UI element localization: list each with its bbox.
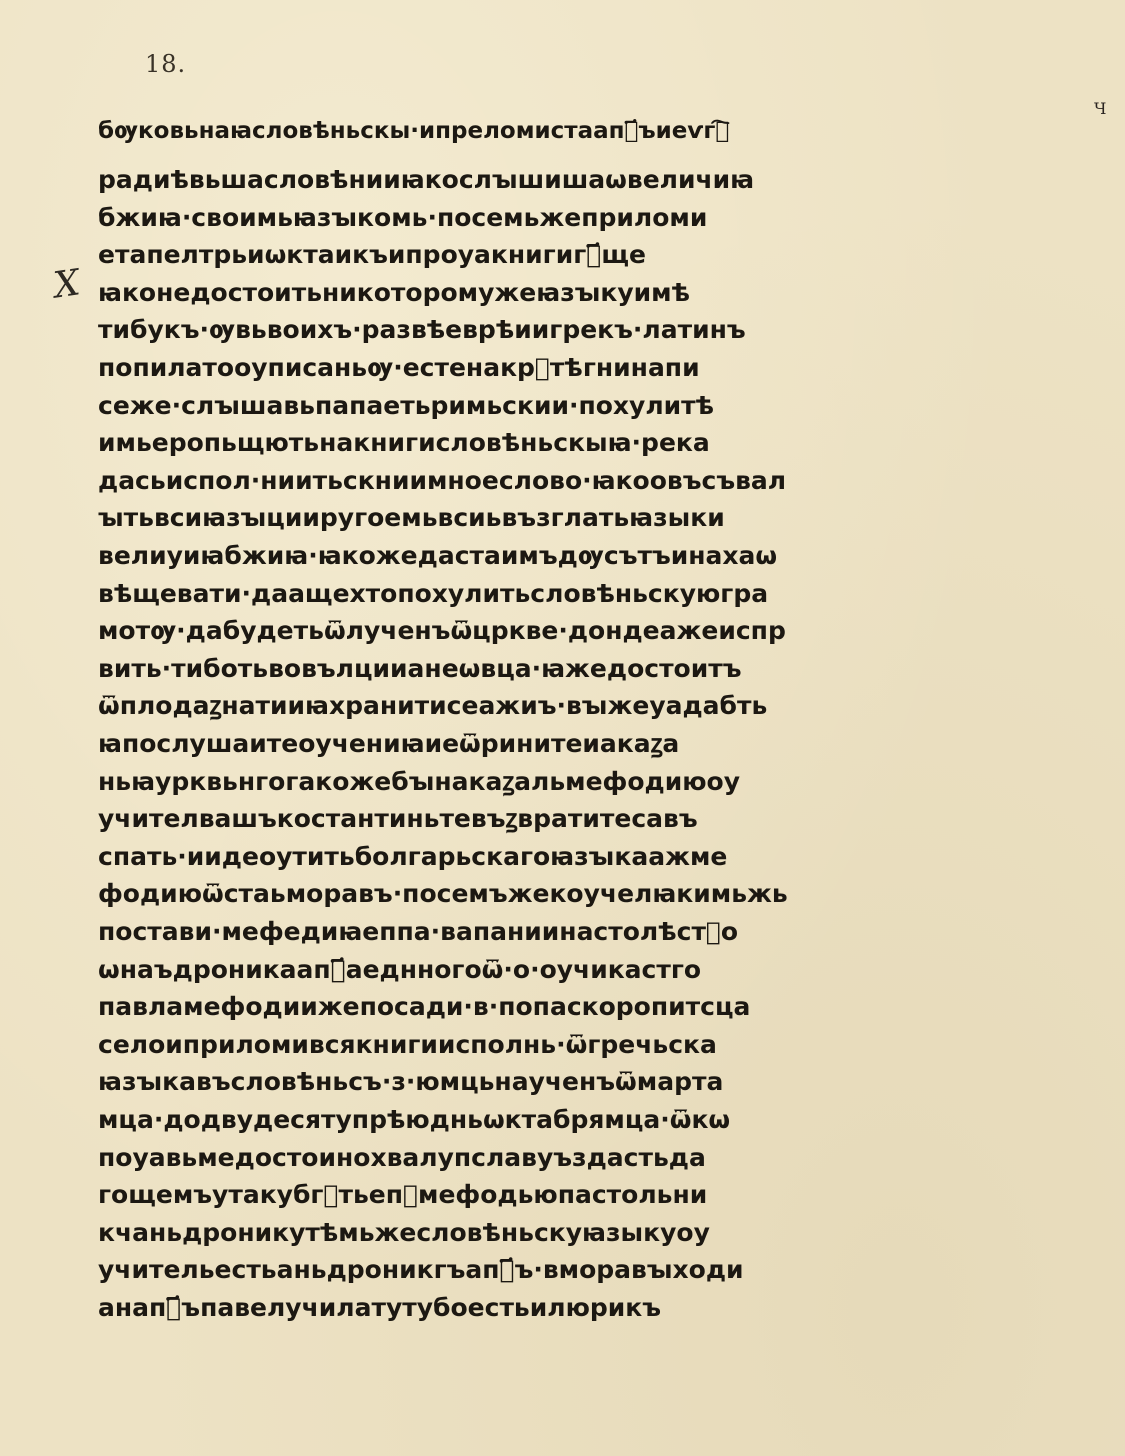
text-line: етапелтрьиѡктаикъипроуакнигигⷧ҃ще <box>98 240 646 270</box>
text-line: фодиюѿстаьморавъ·посемъжекоучелꙗкимьжь <box>98 879 788 909</box>
text-line: поуавьмедостоинохвалупславуъздастьда <box>98 1142 706 1172</box>
text-line: радиѣвьшасловѣнииꙗкослꙑшишаѡвеличиꙗ <box>98 165 755 194</box>
text-line: учительестьаньдроникгъапⷧ҃ъ·вморавꙑходи <box>98 1255 744 1285</box>
text-line: бѹковьнаꙗсловѣньскы·ипреломистаапⷧ҃ъиеѵгⷧ҇ <box>98 118 730 144</box>
margin-annotation: Х <box>51 262 83 307</box>
text-line: спать·иидеоутитьболгарьскагоꙗзꙑкаажме <box>98 841 728 871</box>
text-line: постави·мефедиꙗеппа·вапаниинастолѣстⷭо <box>98 917 739 946</box>
text-line: велиуиꙗбжиꙗ·ꙗкожедастаимъдѹсътъинахаѡ <box>98 541 778 570</box>
text-line: вѣщевати·даащехтопохулитьсловѣньскуюгра <box>98 578 769 608</box>
text-line: павламефодиижепосади·в·попаскоропитсца <box>98 992 751 1022</box>
text-line: кчаньдроникутѣмьжесловѣньскуꙗзыкуоу <box>98 1217 710 1247</box>
text-line: ꙗпослушаитеоучениꙗиеѿринитеиакаꙁа <box>98 729 680 758</box>
text-line: тибукъ·ѹвьвоихъ·развѣеврѣиигрекъ·латинъ <box>98 315 746 345</box>
text-line: селоиприломивсякнигиисполнь·ѿгречьска <box>98 1029 717 1059</box>
text-line: бжиꙗ·своимьꙗзꙑкомь·посемьжеприломи <box>98 202 708 232</box>
text-line: вить·тиботьвовълциианеѡвца·ꙗжедостоитъ <box>98 653 742 683</box>
text-line: ꙗзꙑкавъсловѣньсъ·з·юмцьнаученъѿмарта <box>98 1067 724 1097</box>
text-line: ꙗконедостоитьникоторомужеꙗзꙑкуимѣ <box>98 277 691 307</box>
text-line: гощемъутакубгⷣтьепⷭмефодьюпастольни <box>98 1180 708 1210</box>
corner-annotation: Ч <box>1094 99 1107 118</box>
text-line: ньꙗурквьнгогакожебꙑнакаꙁальмефодиюоу <box>98 766 741 796</box>
text-line: дасьиспол·ниитьскниимноеслово·ꙗкоовъсъвал <box>98 465 787 495</box>
text-line: имьеропьщютьнакнигисловѣньскыꙗ·река <box>98 428 710 458</box>
text-line: ѡнаъдроникаапⷧ҃аеднногоѿ·о·оучикастго <box>98 954 702 984</box>
text-line: ꙑтьвсиꙗзꙑцииругоемьвсиьвъзглатьꙗзыки <box>98 503 725 533</box>
text-line: мотѹ·дабудетьѿлученъѿцркве·дондеажеиспр <box>98 616 786 646</box>
page-number: 18. <box>145 50 187 78</box>
text-line: анапⷧ҃ъпавелучилатутубоестьилюрикъ <box>98 1293 662 1322</box>
text-line: ѿплодаꙁнатииꙗхранитисеажиъ·вꙑжеуадабть <box>98 691 768 721</box>
text-line: мца·додвудесятупрѣюдньѡктабрямца·ѿкѡ <box>98 1105 731 1134</box>
text-line: сеже·слꙑшавьпапаетьримьскии·похулитѣ <box>98 390 715 420</box>
text-line: учителвашъкостантиньтевъꙁвратитесавъ <box>98 804 698 834</box>
text-line: попилатооуписаньѹ·естенакрⷭтѣгнинапи <box>98 353 700 382</box>
